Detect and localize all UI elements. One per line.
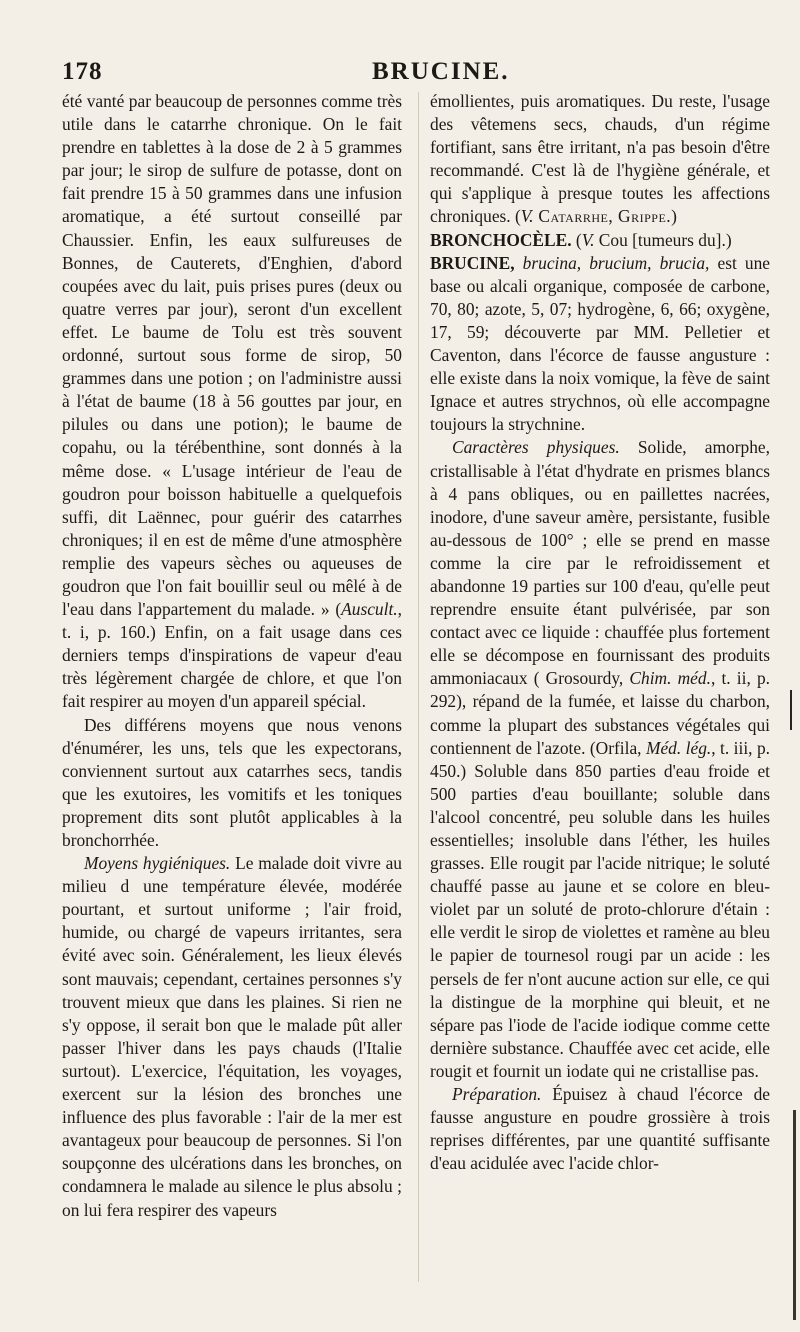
page-number: 178: [62, 58, 103, 85]
left-paragraph-2: Des différens moyens que nous venons d'énumérer, les uns, tels que les expectorans, conviennent surtout aux catarrhes secs, tandis que les exutoires, les vomitifs et les toniques proprement dits sont plutôt applicables à la bronchorrhée.: [62, 714, 402, 850]
column-divider: [418, 92, 419, 1282]
right-paragraph-1: émollientes, puis aromatiques. Du reste, l'usage des vêtemens secs, chauds, d'un régime fortifiant, sans être irritant, n'a pas besoin d'être recommandé. C'est là de l'hygiène générale, et qui s'applique à presque toutes les affections chroniques. (V. Catarrhe, Grippe.): [430, 91, 770, 227]
entry-bronchocele: BRONCHOCÈLE. (V. Cou [tumeurs du].): [430, 229, 732, 250]
entry-head-bronchocele: BRONCHOCÈLE.: [430, 229, 572, 250]
left-paragraph-1: été vanté par beaucoup de personnes comme très utile dans le catarrhe chronique. On le fait prendre en tablettes à la dose de 2 à 5 grammes par jour; le sirop de sulfure de potasse, dont on fait prendre 15 à 50 grammes dans une infusion aromatique, a été surtout conseillé par Chaussier. Enfin, les eaux sulfureuses de Bonnes, de Cauterets, d'Enghien, d'abord coupées avec du lait, puis prises pures (deux ou quatre verres par jour), seront d'un excellent effet. Le baume de Tolu est très souvent ordonné, surtout sous forme de sirop, 50 grammes dans une potion ; on l'administre aussi à l'état de baume (18 à 56 gouttes par jour, en pilules ou dans une potion); le baume de copahu, ou la térébenthine, sont donnés à la même dose. « L'usage intérieur de l'eau de goudron pour boisson habituelle a quelquefois suffi, dit Laënnec, pour guérir des catarrhes chroniques; il en est de même d'une atmosphère remplie des vapeurs sèches ou aqueuses de goudron que l'on fait bouillir seul ou mêlé à de l'eau dans l'appartement du malade. » (Auscult., t. i, p. 160.) Enfin, on a fait usage dans ces derniers temps d'inspirations de vapeur d'eau très légèrement chargée de chlore, et que l'on fait respirer au moyen d'un appareil spécial.: [62, 91, 402, 712]
page-edge-mark: [790, 690, 792, 730]
heading-moyens-hygieniques: Moyens hygiéniques.: [84, 853, 231, 874]
left-column: [62, 90, 402, 1222]
page-edge-shadow: [793, 1110, 796, 1320]
paragraph-caracteres: Caractères physiques. Solide, amorphe, cristallisable à l'état d'hydrate en prismes blancs à 4 pans obliques, ou en paillettes nacrées, inodore, d'une saveur amère, persistante, fusible au-dessous de 100° ; elle se prend en masse comme la cire par le refroidissement et abandonne 19 parties sur 100 d'eau, qu'elle peut reprendre ensuite étant pulvérisée, par son contact avec ce liquide : chauffée plus fortement elle se décompose en fournissant des produits ammoniacaux ( Grosourdy, Chim. méd., t. ii, p. 292), répand de la fumée, et laisse du charbon, comme la plupart des substances végétales qui contiennent de l'azote. (Orfila, Méd. lég., t. iii, p. 450.) Soluble dans 850 parties d'eau froide et 500 parties d'eau bouillante; soluble dans l'alcool concentré, peu soluble dans les huiles essentielles; insoluble dans l'éther, les huiles grasses. Elle rougit par l'acide nitrique; le soluté chauffé passe au jaune et se colore en bleu-violet par un soluté de proto-chlorure d'étain : elle verdit le sirop de violettes et ramène au bleu le papier de tournesol rougi par un acide : les persels de fer n'ont aucune action sur elle, ce qui la distingue de la morphine qui bleuit, et ne sépare pas l'iode de l'acide iodique comme cette dernière substance. Chauffée avec cet acide, elle rougit et fournit un iodate qui ne cristallise pas.: [430, 437, 770, 1081]
entry-brucine: BRUCINE, brucina, brucium, brucia, est une base ou alcali organique, composée de carbone, 70, 80; azote, 5, 07; hydrogène, 6, 66; oxygène, 17, 59; découverte par MM. Pelletier et Caventon, dans l'écorce de fausse angusture : elle existe dans la noix vomique, la fève de saint Ignace et autres strychnos, où elle accompagne toujours la strychnine.: [430, 252, 770, 435]
page-header: [62, 58, 760, 92]
latin-names: brucina, brucium, brucia,: [514, 252, 710, 273]
running-title: BRUCINE.: [372, 58, 510, 85]
cross-reference-catarrhe: Catarrhe, Grippe.: [533, 206, 672, 227]
right-column: [430, 90, 770, 1175]
paragraph-preparation: Préparation. Épuisez à chaud l'écorce de fausse angusture en poudre grossière à trois reprises différentes, par une quantité suffisante d'eau acidulée avec l'acide chlor-: [430, 1084, 770, 1174]
heading-caracteres-physiques: Caractères physiques.: [452, 437, 620, 458]
reference-auscult: Auscult.: [341, 599, 398, 620]
heading-preparation: Préparation.: [452, 1084, 542, 1105]
left-paragraph-3: Moyens hygiéniques. Le malade doit vivre au milieu d une température élevée, modérée pourtant, et surtout uniforme ; l'air froid, humide, ou chargé de vapeurs irritantes, sera évité avec soin. Généralement, les lieux élevés sont mauvais; cependant, certaines personnes s'y trouvent mieux que dans les plaines. Si rien ne s'y oppose, il serait bon que le malade pût aller passer l'hiver dans les pays chauds (l'Italie surtout). L'exercice, l'équitation, les voyages, exercent sur la lésion des bronches une influence des plus favorable : l'air de la mer est avantageux pour beaucoup de personnes. Si l'on soupçonne des ulcérations dans les bronches, on condamnera le malade au silence le plus absolu ; on lui fera respirer des vapeurs: [62, 853, 403, 1220]
entry-head-brucine: BRUCINE,: [430, 252, 515, 273]
